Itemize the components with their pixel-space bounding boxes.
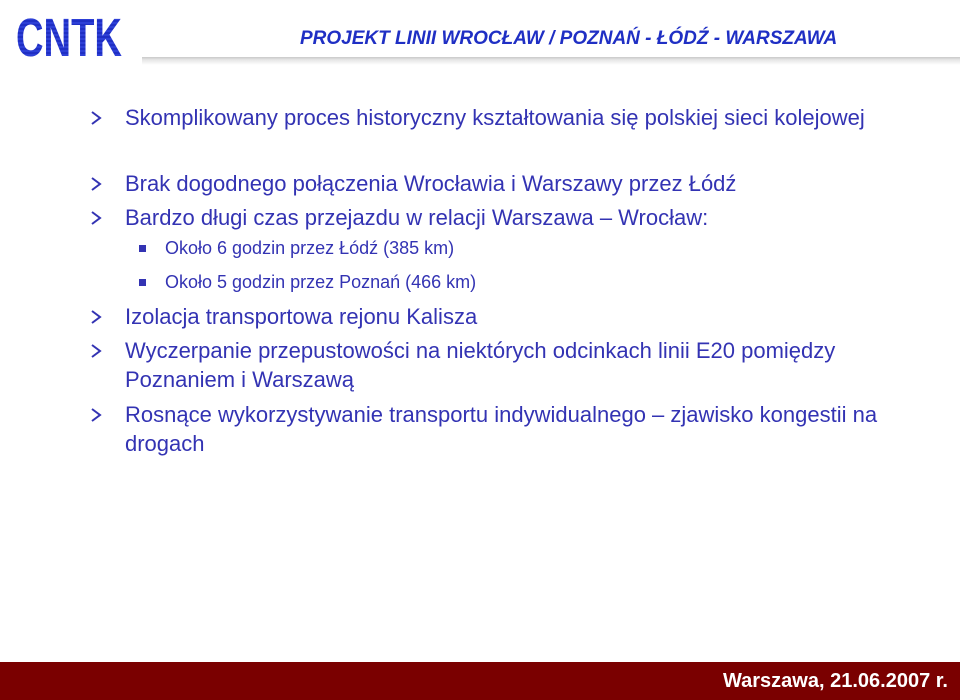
sub-bullet-text: Około 6 godzin przez Łódź (385 km) xyxy=(165,238,455,258)
sub-bullet-text: Około 5 godzin przez Poznań (466 km) xyxy=(165,272,477,292)
bullet-text: Rosnące wykorzystywanie transportu indywidualnego – zjawisko kongestii na drogach xyxy=(125,402,878,456)
arrow-bullet-icon xyxy=(89,337,107,363)
arrow-bullet-icon xyxy=(89,303,107,329)
square-bullet-icon xyxy=(139,245,146,252)
arrow-bullet-icon xyxy=(89,104,107,130)
bullet-text: Bardzo długi czas przejazdu w relacji Warszawa – Wrocław: xyxy=(125,205,709,230)
bullet-item xyxy=(125,302,915,331)
footer-date: Warszawa, 21.06.2007 r. xyxy=(723,670,948,692)
bullet-item xyxy=(125,400,915,458)
bullet-text: Skomplikowany proces historyczny kształtowania się polskiej sieci kolejowej xyxy=(125,105,865,130)
bullet-item xyxy=(125,103,915,132)
bullet-item xyxy=(125,203,915,232)
square-bullet-icon xyxy=(139,279,146,286)
bullet-text: Brak dogodnego połączenia Wrocławia i Warszawy przez Łódź xyxy=(125,171,737,196)
bullet-text: Wyczerpanie przepustowości na niektórych odcinkach linii E20 pomiędzy Poznaniem i Warszawą xyxy=(125,338,836,392)
arrow-bullet-icon xyxy=(89,170,107,196)
bullet-item xyxy=(125,336,915,394)
cntk-logo xyxy=(14,4,126,66)
bullet-item xyxy=(125,169,915,198)
logo-text: CNTK xyxy=(16,8,122,68)
sub-bullet-item xyxy=(165,270,476,294)
header-divider xyxy=(142,57,960,65)
bullet-text: Izolacja transportowa rejonu Kalisza xyxy=(125,304,478,329)
footer-bar xyxy=(0,662,960,700)
header-title: PROJEKT LINII WROCŁAW / POZNAŃ - ŁÓDŹ - WARSZAWA xyxy=(300,28,838,49)
sub-bullet-item xyxy=(165,236,454,260)
arrow-bullet-icon xyxy=(89,204,107,230)
arrow-bullet-icon xyxy=(89,401,107,427)
